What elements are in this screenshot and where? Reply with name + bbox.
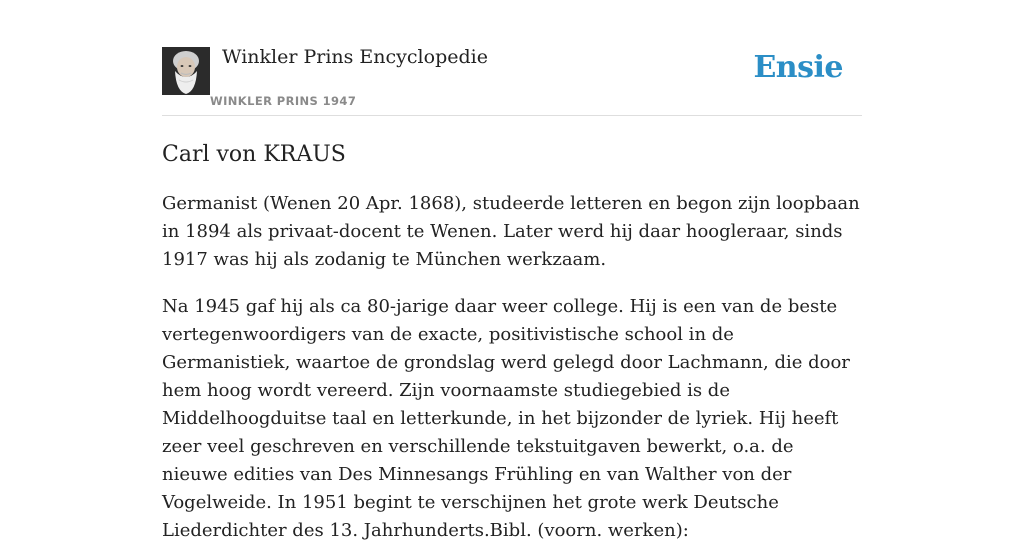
article-paragraph-2: Na 1945 gaf hij als ca 80-jarige daar weer college. Hij is een van de beste vertegenwoordigers van de exacte, positivistische school in de Germanistiek, waartoe de grondslag werd gelegd door Lachmann, die door hem hoog wordt vereerd. Zijn voornaamste studiegebied is de Middelhoogduitse taal en letterkunde, in het bijzonder de lyriek. Hij heeft zeer veel geschreven en verschillende tekstuitgaven bewerkt, o.a. de nieuwe edities van Des Minnesangs Frühling en van Walther von der Vogelweide. In 1951 begint te verschijnen het grote werk Deutsche Liederdichter des 13. Jahrhunderts.Bibl. (voorn. werken):	[162, 296, 850, 542]
publisher-name[interactable]: Winkler Prins Encyclopedie	[222, 46, 488, 68]
content-column	[162, 0, 862, 545]
ensie-logo[interactable]: Ensie	[753, 50, 843, 85]
article-title: Carl von KRAUS	[162, 142, 346, 167]
article-paragraph-1: Germanist (Wenen 20 Apr. 1868), studeerde letteren en begon zijn loopbaan in 1894 als privaat-docent te Wenen. Later werd hij daar hoogleraar, sinds 1917 was hij als zodanig te München werkzaam.	[162, 193, 860, 271]
bearded-man-portrait-icon	[162, 47, 210, 95]
source-label: WINKLER PRINS 1947	[210, 94, 357, 108]
publisher-avatar[interactable]	[162, 47, 210, 95]
article-header	[162, 0, 862, 116]
